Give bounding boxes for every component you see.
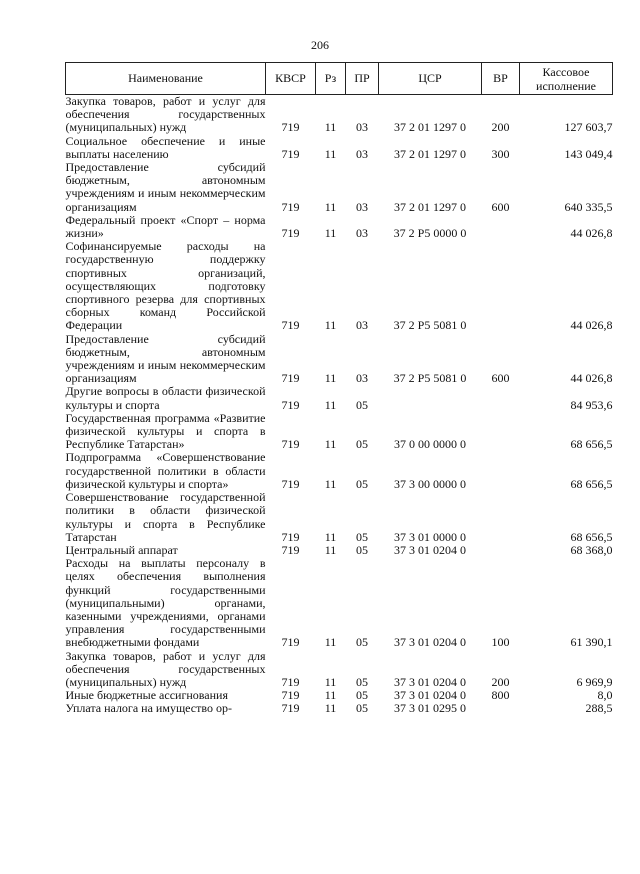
row-kvsr: 719 bbox=[281, 318, 300, 333]
row-name: Другие вопросы в области физической культуры и спорта bbox=[65, 384, 266, 412]
row-csr: 37 3 01 0204 0 bbox=[394, 635, 466, 650]
row-pr: 05 bbox=[356, 476, 368, 491]
table-row bbox=[66, 240, 613, 332]
row-vr: 600 bbox=[491, 199, 510, 214]
table-row bbox=[66, 650, 613, 690]
table-row bbox=[66, 214, 613, 240]
table-row bbox=[66, 557, 613, 649]
row-kvsr: 719 bbox=[281, 476, 300, 491]
header-csr: ЦСР bbox=[379, 63, 482, 95]
row-pr: 05 bbox=[356, 437, 368, 452]
row-rz: 11 bbox=[324, 529, 337, 544]
row-amount: 68 656,5 bbox=[570, 529, 613, 544]
row-pr: 05 bbox=[356, 701, 368, 716]
row-amount: 44 026,8 bbox=[570, 226, 613, 241]
row-rz: 11 bbox=[324, 146, 337, 161]
row-pr: 05 bbox=[356, 674, 368, 689]
row-amount: 44 026,8 bbox=[570, 318, 613, 333]
table-row bbox=[66, 491, 613, 544]
row-name: Иные бюджетные ассигнования bbox=[65, 688, 228, 703]
row-vr: 200 bbox=[491, 674, 510, 689]
row-rz: 11 bbox=[324, 371, 337, 386]
table-header-row bbox=[66, 63, 613, 95]
row-name: Уплата налога на имущество ор- bbox=[65, 701, 232, 716]
row-csr: 37 2 P5 5081 0 bbox=[393, 318, 467, 333]
row-csr: 37 3 01 0295 0 bbox=[394, 701, 466, 716]
row-pr: 03 bbox=[356, 226, 368, 241]
row-amount: 8,0 bbox=[597, 688, 613, 703]
row-pr: 03 bbox=[356, 120, 368, 135]
row-amount: 288,5 bbox=[585, 701, 613, 716]
header-rz: Рз bbox=[316, 63, 346, 95]
table-row bbox=[66, 412, 613, 452]
row-kvsr: 719 bbox=[281, 437, 300, 452]
row-name: Предоставление субсидий бюджетным, автономным учреждениям и иным некоммерческим организациям bbox=[65, 331, 266, 386]
table-row bbox=[66, 702, 613, 715]
row-kvsr: 719 bbox=[281, 701, 300, 716]
row-name: Закупка товаров, работ и услуг для обеспечения государственных (муниципальных) нужд bbox=[65, 94, 266, 135]
row-vr bbox=[482, 412, 520, 452]
row-csr bbox=[379, 385, 482, 411]
header-amount: Кассовое исполнение bbox=[520, 63, 613, 95]
row-name: Предоставление субсидий бюджетным, автономным учреждениям и иным некоммерческим организациям bbox=[65, 160, 266, 214]
row-csr: 37 2 P5 0000 0 bbox=[393, 226, 467, 241]
row-name: Социальное обеспечение и иные выплаты населению bbox=[65, 133, 266, 161]
row-amount: 68 656,5 bbox=[570, 437, 613, 452]
row-amount: 44 026,8 bbox=[570, 371, 613, 386]
row-csr: 37 2 01 1297 0 bbox=[394, 146, 466, 161]
row-kvsr: 719 bbox=[281, 397, 300, 412]
page-number: 206 bbox=[311, 38, 329, 52]
row-vr bbox=[482, 240, 520, 332]
row-vr: 800 bbox=[491, 688, 510, 703]
row-kvsr: 719 bbox=[281, 226, 300, 241]
row-vr bbox=[482, 214, 520, 240]
row-csr: 37 3 01 0204 0 bbox=[394, 674, 466, 689]
row-kvsr: 719 bbox=[281, 674, 300, 689]
row-vr bbox=[482, 702, 520, 715]
row-pr: 05 bbox=[356, 688, 368, 703]
row-rz: 11 bbox=[324, 437, 337, 452]
header-pr: ПР bbox=[346, 63, 379, 95]
row-name: Совершенствование государственной политики в области физической культуры и спорта в Республике Татарстан bbox=[65, 490, 266, 544]
row-csr: 37 3 00 0000 0 bbox=[394, 476, 466, 491]
row-amount: 68 368,0 bbox=[570, 542, 613, 557]
row-rz: 11 bbox=[324, 318, 337, 333]
row-amount: 143 049,4 bbox=[564, 146, 613, 161]
row-amount: 61 390,1 bbox=[570, 635, 613, 650]
row-vr: 300 bbox=[491, 146, 510, 161]
row-pr: 03 bbox=[356, 371, 368, 386]
row-kvsr: 719 bbox=[281, 529, 300, 544]
row-vr bbox=[482, 491, 520, 544]
row-csr: 37 2 01 1297 0 bbox=[394, 120, 466, 135]
table-row bbox=[66, 161, 613, 214]
row-kvsr: 719 bbox=[281, 199, 300, 214]
row-rz: 11 bbox=[324, 674, 337, 689]
row-name: Софинансируемые расходы на государственную поддержку спортивных организаций, осуществляющих подготовку спортивного резерва для спортивных сборных команд Российской Федерации bbox=[65, 239, 266, 333]
budget-table bbox=[65, 62, 613, 716]
row-amount: 640 335,5 bbox=[564, 199, 613, 214]
row-amount: 84 953,6 bbox=[570, 397, 613, 412]
row-pr: 05 bbox=[356, 635, 368, 650]
row-name: Расходы на выплаты персоналу в целях обеспечения выполнения функций государственными (муниципальными) органами, казенными учреждениями, органами управления государственными внебюджетными фондами bbox=[65, 556, 266, 650]
row-vr bbox=[482, 544, 520, 557]
row-amount: 127 603,7 bbox=[564, 120, 613, 135]
table-row bbox=[66, 451, 613, 491]
header-kvsr: КВСР bbox=[266, 63, 316, 95]
row-pr: 05 bbox=[356, 542, 368, 557]
row-kvsr: 719 bbox=[281, 688, 300, 703]
row-name: Государственная программа «Развитие физической культуры и спорта в Республике Татарстан» bbox=[65, 410, 266, 452]
row-amount: 68 656,5 bbox=[570, 476, 613, 491]
table-row bbox=[66, 385, 613, 411]
row-rz: 11 bbox=[324, 120, 337, 135]
table-row bbox=[66, 135, 613, 161]
row-pr: 03 bbox=[356, 146, 368, 161]
row-amount: 6 969,9 bbox=[576, 674, 613, 689]
row-csr: 37 3 01 0204 0 bbox=[394, 688, 466, 703]
row-csr: 37 2 01 1297 0 bbox=[394, 199, 466, 214]
row-vr: 100 bbox=[491, 635, 510, 650]
row-rz: 11 bbox=[324, 688, 337, 703]
row-kvsr: 719 bbox=[281, 146, 300, 161]
row-kvsr: 719 bbox=[281, 371, 300, 386]
row-pr: 03 bbox=[356, 199, 368, 214]
header-vr: ВР bbox=[482, 63, 520, 95]
row-pr: 05 bbox=[356, 529, 368, 544]
row-csr: 37 3 01 0000 0 bbox=[394, 529, 466, 544]
table-row bbox=[66, 95, 613, 135]
row-vr: 600 bbox=[491, 371, 510, 386]
row-name: Центральный аппарат bbox=[65, 542, 178, 557]
row-csr: 37 2 P5 5081 0 bbox=[393, 371, 467, 386]
header-name: Наименование bbox=[66, 63, 266, 95]
row-rz: 11 bbox=[324, 701, 337, 716]
row-name: Подпрограмма «Совершенствование государственной политики в области физической культуры и спорта» bbox=[65, 450, 266, 491]
row-vr bbox=[482, 385, 520, 411]
row-name: Закупка товаров, работ и услуг для обеспечения государственных (муниципальных) нужд bbox=[65, 648, 266, 689]
row-kvsr: 719 bbox=[281, 542, 300, 557]
row-rz: 11 bbox=[324, 199, 337, 214]
row-vr bbox=[482, 451, 520, 491]
row-rz: 11 bbox=[324, 635, 337, 650]
row-pr: 03 bbox=[356, 318, 368, 333]
row-name: Федеральный проект «Спорт – норма жизни» bbox=[65, 212, 266, 241]
row-pr: 05 bbox=[356, 397, 368, 412]
row-vr: 200 bbox=[491, 120, 510, 135]
row-rz: 11 bbox=[324, 476, 337, 491]
row-rz: 11 bbox=[324, 542, 337, 557]
row-kvsr: 719 bbox=[281, 120, 300, 135]
row-kvsr: 719 bbox=[281, 635, 300, 650]
row-rz: 11 bbox=[324, 397, 337, 412]
row-rz: 11 bbox=[324, 226, 337, 241]
table-row bbox=[66, 333, 613, 386]
row-csr: 37 3 01 0204 0 bbox=[394, 542, 466, 557]
row-csr: 37 0 00 0000 0 bbox=[394, 437, 466, 452]
